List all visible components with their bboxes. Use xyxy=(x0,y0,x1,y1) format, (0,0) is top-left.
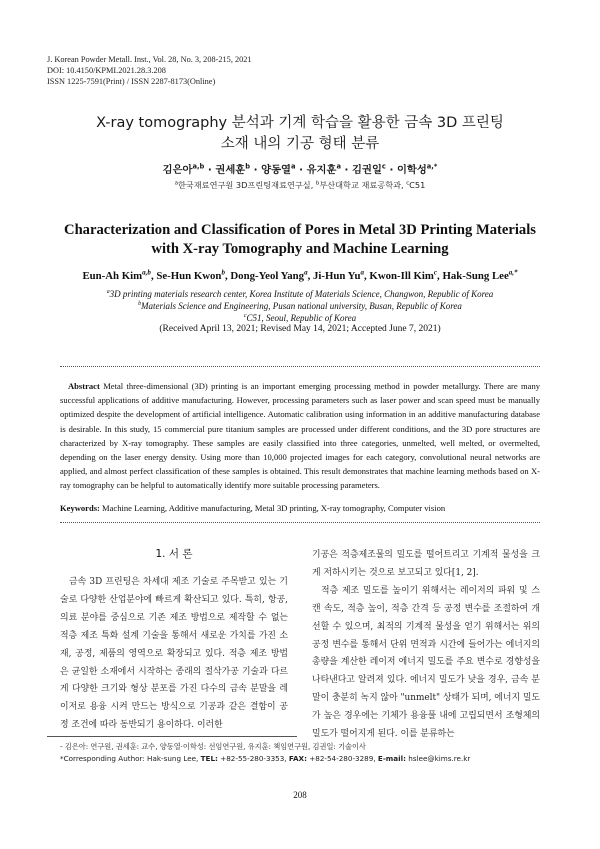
affil-sup: a xyxy=(174,180,178,187)
abstract xyxy=(60,379,540,493)
korean-affiliations xyxy=(40,180,560,191)
body-paragraph: 금속 3D 프린팅은 차세대 제조 기술로 주목받고 있는 기술로 다양한 산업분야에 빠르게 확산되고 있다. 특히, 항공, 의료 분야를 중심으로 기존 제조 방법으로 제작할 수 없는 적층 제조 특화 설계 기술을 통해서 새로운 가치를 가진 소재, 공정, 제품의 영역으로 확장되고 있다. 적층 제조 방법은 균일한 소재에서 시작하는 종래의 절삭가공 기술과 다르게 다양한 크기와 형상 분포를 가진 다수의 금속 분말을 레이저로 용융 시켜 만드는 방식으로 기공과 같은 결함이 공정 조건에 따라 동반되기 용이하다. 이러한 xyxy=(60,577,288,731)
author-sup: a,b xyxy=(142,268,151,277)
author-name: 권세훈 xyxy=(215,164,246,176)
affil-sup: b xyxy=(138,301,142,308)
received-dates: (Received April 13, 2021; Revised May 14, 2021; Accepted June 7, 2021) xyxy=(159,324,441,334)
author-sup: a,b xyxy=(192,162,205,171)
author-sup: a xyxy=(304,268,308,277)
korean-title-line1: X-ray tomography 분석과 기계 학습을 활용한 금속 3D 프린팅 xyxy=(96,115,504,131)
affil-text: 한국재료연구원 3D프린팅재료연구실, xyxy=(177,180,316,190)
section-heading: 1. 서 론 xyxy=(155,548,193,560)
author-name: Kwon-Ill Kim xyxy=(369,270,434,282)
english-title-line2: with X-ray Tomography and Machine Learning xyxy=(151,241,449,257)
journal-header xyxy=(47,54,252,87)
author-name: Se-Hun Kwon xyxy=(156,270,222,282)
affil-sup: b xyxy=(315,180,320,187)
abstract-label: Abstract xyxy=(68,381,100,391)
english-affiliations xyxy=(40,288,560,325)
affil-sup: a xyxy=(106,289,110,295)
journal-citation: J. Korean Powder Metall. Inst., Vol. 28, No. 3, 208-215, 2021 xyxy=(47,55,252,64)
affil-text: 3D printing materials research center, Korea Institute of Materials Science, Changwon, Republic of Korea xyxy=(109,289,494,299)
page-number: 208 xyxy=(293,790,307,800)
english-title xyxy=(40,221,560,259)
keywords-label: Keywords: xyxy=(60,503,100,513)
author-name: Hak-Sung Lee xyxy=(442,270,509,282)
author-name: 김권일 xyxy=(352,164,382,176)
body-left-column xyxy=(60,574,288,735)
author-sup: b xyxy=(221,268,225,277)
affil-line xyxy=(40,312,560,324)
journal-issn: ISSN 1225-7591(Print) / ISSN 2287-8173(Online) xyxy=(47,77,216,86)
abstract-top-rule xyxy=(60,366,540,367)
affil-text: C51, Seoul, Republic of Korea xyxy=(246,313,357,324)
affil-line xyxy=(40,300,560,312)
affil-line xyxy=(40,288,560,300)
author-sup: a,* xyxy=(426,162,438,171)
affil-text: Materials Science and Engineering, Pusan national university, Busan, Republic of Korea xyxy=(141,301,462,312)
email-link[interactable]: hslee@kims.re.kr xyxy=(405,754,471,763)
footnotes xyxy=(60,741,550,765)
footnote-roles: - 김은아: 연구원, 권세훈: 교수, 양동열·이학성: 선임연구원, 유지훈: 책임연구원, 김권일: 기술이사 xyxy=(60,742,366,751)
english-authors: Eun-Ah Kim$^{a,b}$, Se-Hun Kwon$^b$, Dong-Yeol Yang$^a$, Ji-Hun Yu$^a$, Kwon-Ill Kim$^c$, Hak-Sung Lee$^{a,*}$ xyxy=(82,268,518,282)
affil-text: 부산대학교 재료공학과, xyxy=(319,180,407,190)
author-sup: c xyxy=(433,268,438,277)
affil-sup: c xyxy=(243,313,247,320)
journal-doi: DOI: 10.4150/KPMI.2021.28.3.208 xyxy=(47,66,166,75)
author-name: 양동열 xyxy=(261,164,291,176)
body-paragraph: 적층 제조 밀도를 높이기 위해서는 레이저의 파워 및 스캔 속도, 적층 높이, 적층 간격 등 공정 변수를 조절하여 개선할 수 있으며, 최적의 기계적 물성을 얻기 위해서는 위의 공정 변수를 통해서 단위 면적과 시간에 들어가는 에너지의 총량을 계산한 레이저 에너지 밀도를 주요 변수로 경향성을 나타낸다고 알려져 있다. 에너지 밀도가 낮을 경우, 금속 분말이 충분히 녹지 않아 "unmelt" 상태가 되며, 에너지 밀도가 높은 경우에는 기체가 용융풀 내에 고립되면서 조형체의 밀도가 떨어지게 된다. 이를 분류하는 xyxy=(312,585,540,740)
author-name: 이학성 xyxy=(396,164,427,176)
author-name: Dong-Yeol Yang xyxy=(230,270,305,282)
author-sup: a xyxy=(290,162,296,171)
body-paragraph: 기공은 적층제조물의 밀도를 떨어트리고 기계적 물성을 크게 저하시키는 것으로 보고되고 있다[1, 2]. xyxy=(312,550,540,578)
keywords-text: Machine Learning, Additive manufacturing, Metal 3D printing, X-ray tomography, Computer vision xyxy=(99,503,446,513)
author-name: 유지훈 xyxy=(306,164,337,176)
abstract-text: Metal three-dimensional (3D) printing is an important emerging processing method in powder metallurgy. There are many successful applications of additive manufacturing. However, processing parameters such as laser power and scan speed must be manually optimized despite the development of artificial intelligence. Automatic calibration using information in an additive manufacturing database is desirable. In this study, 15 commercial pure titanium samples are processed under different conditions, and the 3D pore structures are characterized by X-ray tomography. These samples are easily classified into three categories, unmelted, well melted, or overmelted, depending on the laser energy density. Using more than 10,000 projected images for each category, convolutional neural networks are applied, and almost perfect classification of these samples is obtained. This result demonstrates that machine learning methods based on X-ray tomography can be helpful to automatically identify more suitable processing parameters. xyxy=(60,381,540,491)
english-title-line1: Characterization and Classification of Pores in Metal 3D Printing Materials xyxy=(64,222,536,238)
body-right-column xyxy=(312,547,540,744)
author-sup: b xyxy=(245,162,251,171)
footnote-corresponding: *Corresponding Author: Hak-sung Lee, TEL: +82-55-280-3353, FAX: +82-54-280-3289, E-mail: hslee@kims.re.kr xyxy=(60,754,471,763)
korean-authors: 김은아$^{a,b}$ · 권세훈$^b$ · 양동열$^a$ · 유지훈$^a$ · 김권일$^c$ · 이학성$^{a,*}$ xyxy=(162,162,438,176)
author-name: Eun-Ah Kim xyxy=(82,270,143,282)
author-sup: a xyxy=(360,268,365,277)
author-name: 김은아 xyxy=(162,164,193,176)
author-sup: a xyxy=(336,162,341,171)
author-sup: a,* xyxy=(508,268,518,277)
affil-sup: c xyxy=(406,180,410,187)
footnote-rule xyxy=(47,736,297,737)
korean-title-line2: 소재 내의 기공 형태 분류 xyxy=(220,136,380,152)
author-sup: c xyxy=(381,162,386,171)
affil-text: C51 xyxy=(409,180,426,190)
korean-title xyxy=(40,113,560,155)
abstract-bottom-rule xyxy=(60,522,540,523)
author-name: Ji-Hun Yu xyxy=(312,270,361,282)
keywords xyxy=(60,503,540,513)
